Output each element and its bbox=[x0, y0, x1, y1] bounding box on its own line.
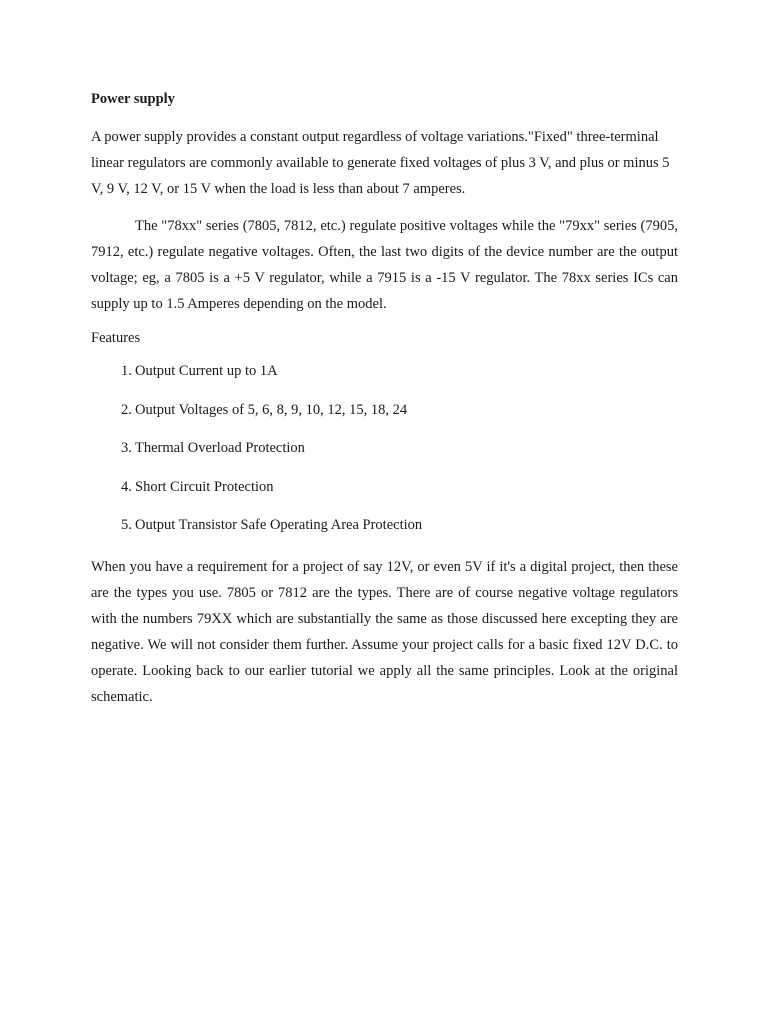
list-item-number: 4. bbox=[121, 478, 132, 495]
usage-paragraph: When you have a requirement for a project of say 12V, or even 5V if it's a digital project, then these are the types you use. 7805 or 7812 are the types. There are of course negative voltage regulators with the numbers 79XX which are substantially the same as those discussed here excepting they are negative. We will not consider them further. Assume your project calls for a basic fixed 12V D.C. to operate. Looking back to our earlier tutorial we apply all the same principles. Look at the original schematic. bbox=[91, 558, 678, 705]
list-item bbox=[91, 361, 678, 381]
list-item-text: Thermal Overload Protection bbox=[135, 440, 305, 456]
list-item bbox=[91, 438, 678, 458]
list-item-text: Output Current up to 1A bbox=[135, 363, 278, 379]
list-item-text: Output Voltages of 5, 6, 8, 9, 10, 12, 15, 18, 24 bbox=[135, 401, 408, 418]
features-list bbox=[91, 361, 678, 535]
list-item-number: 3. bbox=[121, 440, 132, 456]
list-item-number: 1. bbox=[121, 363, 132, 379]
regulator-series-paragraph: The "78xx" series (7805, 7812, etc.) regulate positive voltages while the "79xx" series (7905, 7912, etc.) regulate negative voltages. Often, the last two digits of the device number are the output voltage; eg, a 7805 is a +5 V regulator, while a 7915 is a -15 V regulator. The 78xx series ICs can supply up to 1.5 Amperes depending on the model. bbox=[91, 218, 678, 312]
document-body bbox=[91, 89, 678, 721]
list-item bbox=[91, 515, 678, 535]
list-item-number: 5. bbox=[121, 517, 132, 533]
list-item-text: Output Transistor Safe Operating Area Protection bbox=[135, 517, 423, 533]
list-item-text: Short Circuit Protection bbox=[135, 478, 274, 495]
intro-paragraph: A power supply provides a constant output regardless of voltage variations."Fixed" three-terminal linear regulators are commonly available to generate fixed voltages of plus 3 V, and plus or minus 5 V, 9 V, 12 V, or 15 V when the load is less than about 7 amperes. bbox=[91, 129, 670, 197]
list-item bbox=[91, 400, 678, 420]
section-heading: Power supply bbox=[91, 91, 175, 107]
features-label: Features bbox=[91, 330, 141, 346]
list-item bbox=[91, 477, 678, 497]
list-item-number: 2. bbox=[121, 401, 132, 418]
